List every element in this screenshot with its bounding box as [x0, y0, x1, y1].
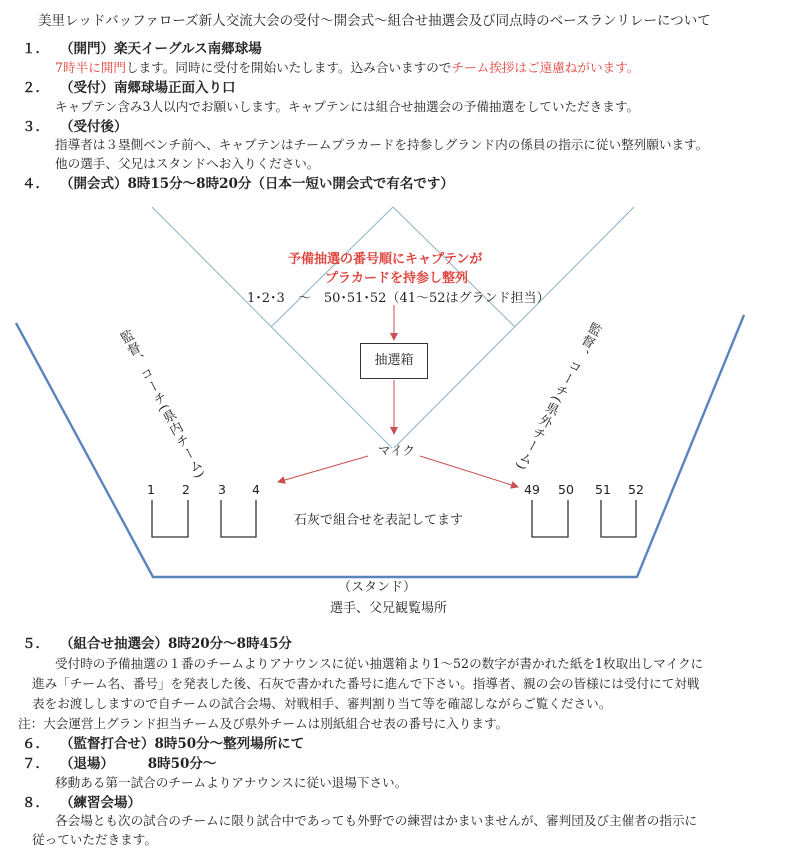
stand-label: （スタンド） [338, 580, 417, 595]
section-5-text-1: 受付時の予備抽選の１番のチームよりアナウンスに従い抽選箱より1～52の数字が書かれた紙を1枚取出しマイクに [55, 656, 704, 671]
bracket-1-2 [152, 500, 188, 537]
right-staff-label: 監督、コーチ(県外チーム) [511, 318, 604, 473]
section-5-note: 注：大会運営上グランド担当チーム及び県外チームは別紙組合せ表の番号に入ります。 [18, 716, 509, 731]
section-5-text-2: 進み「チーム名、番号」を発表した後、石灰で書かれた番号に進んで下さい。指導者、親の会の皆様には受付にて対戦 [32, 676, 700, 691]
section-label: （受付後） [60, 119, 128, 135]
section-label: （開門）楽天イーグルス南郷球場 [60, 41, 262, 57]
lottery-box: 抽選箱 [360, 343, 428, 379]
team-number-50: 50 [558, 482, 574, 497]
section-number: ６． [22, 736, 49, 752]
greeting-notice-highlight: チーム挨拶はご遠慮ねがいます。 [451, 60, 640, 75]
section-label: （退場） 8時50分～ [60, 756, 217, 772]
bracket-3-4 [221, 500, 256, 537]
microphone-label: マイク [378, 443, 416, 458]
stand-sub-label: 選手、父兄観覧場所 [330, 601, 448, 616]
diagram-red-line-2: プラカードを持参し整列 [325, 271, 469, 286]
team-number-1: 1 [147, 482, 155, 497]
section-number: ７． [22, 756, 49, 772]
document-title: 美里レッドバッファローズ新人交流大会の受付～開会式～組合せ抽選会及び同点時のベースランリレーについて [38, 13, 711, 29]
bracket-49-50 [532, 500, 568, 537]
section-label: （受付）南郷球場正面入り口 [60, 80, 236, 96]
arrow-left-teams [278, 456, 368, 482]
section-5-heading [22, 632, 292, 652]
section-7-text: 移動ある第一試合のチームよりアナウンスに従い退場下さい。 [55, 775, 408, 790]
section-number: １． [22, 41, 49, 57]
left-staff-label: 監督、コーチ(県内チーム) [115, 328, 208, 482]
section-number: ５． [22, 636, 49, 652]
section-number: ４． [22, 176, 49, 192]
team-number-52: 52 [628, 482, 644, 497]
open-time-highlight: 7時半に開門 [55, 60, 126, 75]
team-number-51: 51 [595, 482, 611, 497]
section-label: （組合せ抽選会）8時20分～8時45分 [60, 636, 292, 652]
diagram-order: 1･2･3 ～ 50･51･52（41～52はグランド担当） [247, 291, 550, 306]
arrow-right-teams [420, 456, 518, 487]
team-number-3: 3 [218, 482, 226, 497]
section-number: ８． [22, 795, 49, 811]
section-label: （練習会場） [60, 795, 141, 811]
section-5-text-3: 表をお渡ししますので自チームの試合会場、対戦相手、審判割り当て等を確認しながらご覧ください。 [32, 696, 612, 711]
bracket-51-52 [601, 500, 636, 537]
section-1-mid: します。同時に受付を開始いたします。込み合いますので [125, 60, 452, 75]
section-8-text-1: 各会場とも次の試合のチームに限り試合中であっても外野での練習はかまいませんが、審判団及び主催者の指示に [55, 813, 698, 828]
section-number: ２． [22, 80, 49, 96]
team-number-49: 49 [524, 482, 540, 497]
section-6-heading [22, 732, 304, 752]
section-8-text-2: 従っていただきます。 [32, 832, 157, 847]
chalk-note: 石灰で組合せを表記してます [294, 513, 464, 528]
section-3-text-2: 他の選手、父兄はスタンドへお入りください。 [55, 156, 320, 171]
diagram-red-line-1: 予備抽選の番号順にキャプテンが [288, 252, 483, 267]
section-number: ３． [22, 119, 49, 135]
section-8-heading [22, 791, 141, 811]
section-2-text: キャプテン含み3人以内でお願いします。キャプテンには組合せ抽選会の予備抽選をしていただきます。 [55, 99, 640, 114]
team-number-4: 4 [252, 482, 260, 497]
team-number-2: 2 [182, 482, 190, 497]
section-7-heading [22, 752, 216, 772]
section-label: （監督打合せ）8時50分～整列場所にて [60, 736, 305, 752]
section-label: （開会式）8時15分～8時20分（日本一短い開会式で有名です） [60, 176, 454, 192]
section-3-text-1: 指導者は３塁側ベンチ前へ、キャプテンはチームプラカードを持参しグランド内の係員の指示に従い整列願います。 [55, 137, 709, 152]
